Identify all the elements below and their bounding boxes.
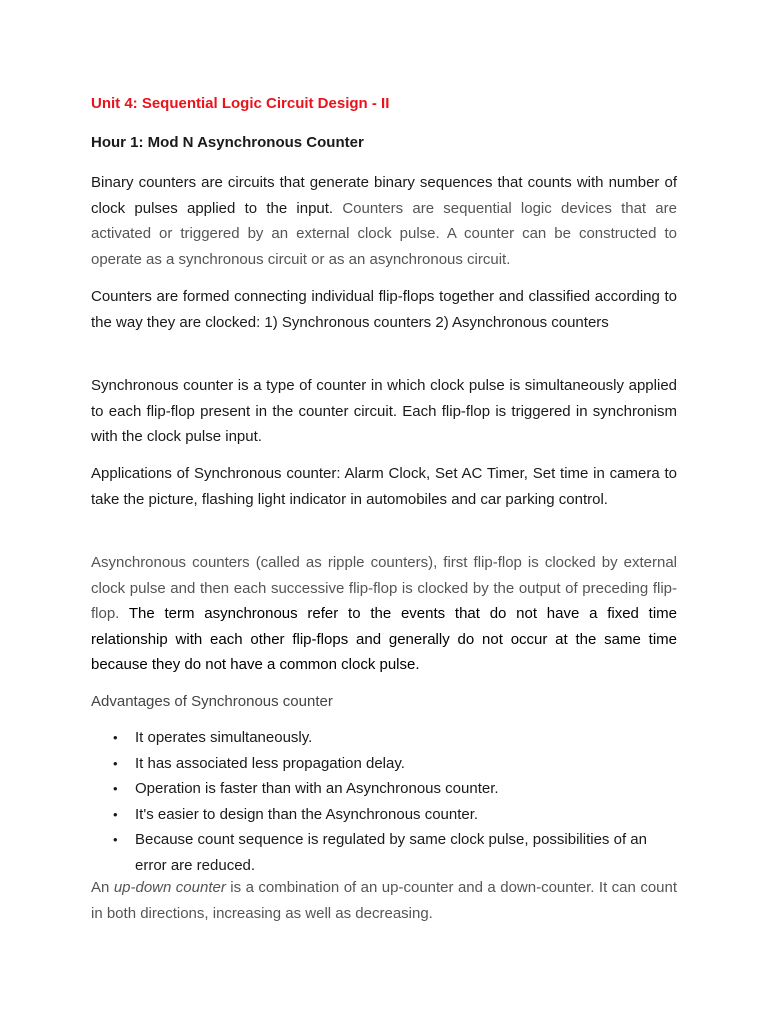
bullet-icon: •: [113, 755, 118, 771]
bullet-icon: •: [113, 781, 118, 796]
list-item: [91, 802, 677, 828]
paragraph-up-down-counter: [91, 875, 677, 926]
paragraph-synchronous-counter: Synchronous counter is a type of counter in which clock pulse is simultaneously applied to each flip-flop present in the counter circuit. Each flip-flop is triggered in synchronism with the clock pulse input.: [91, 377, 677, 445]
paragraph-text: The term asynchronous refer to the events that do not have a fixed time relationship with each other flip-flops and generally do not occur at the same time because they do not have a common clock pulse.: [91, 605, 677, 673]
list-item-text: It has associated less propagation delay.: [135, 754, 405, 772]
list-item-text: It operates simultaneously.: [135, 729, 313, 746]
paragraph-text: is a combination of an up-counter and a down-counter. It can count in both directions, increasing as well as decreasing.: [91, 879, 678, 922]
list-item: [91, 827, 677, 878]
hour-subtitle: Hour 1: Mod N Asynchronous Counter: [91, 134, 364, 151]
paragraph-binary-counters: [91, 170, 677, 272]
list-item-text: It's easier to design than the Asynchronous counter.: [135, 805, 479, 823]
paragraph-applications: Applications of Synchronous counter: Alarm Clock, Set AC Timer, Set time in camera to take the picture, flashing light indicator in automobiles and car parking control.: [91, 465, 677, 508]
paragraph-asynchronous-counters: [91, 550, 677, 678]
list-item-text: Operation is faster than with an Asynchronous counter.: [135, 780, 499, 797]
paragraph-text: An: [91, 879, 114, 896]
emphasized-term: up-down counter: [113, 879, 226, 896]
list-item-text: Because count sequence is regulated by same clock pulse, possibilities of an error are reduced.: [135, 831, 647, 874]
paragraph-text: Counters are sequential logic devices that are activated or triggered by an external clock pulse. A counter can be constructed to operate as a synchronous circuit or as an asynchronous circuit.: [91, 199, 677, 268]
paragraph-text: Binary counters are circuits that generate binary sequences that counts with number of clock pulses applied to the input.: [91, 174, 677, 217]
list-item: [91, 751, 677, 777]
bullet-icon: •: [113, 730, 118, 745]
list-item: [91, 725, 677, 751]
list-item: [91, 776, 677, 802]
advantages-heading: Advantages of Synchronous counter: [91, 693, 333, 710]
bullet-icon: •: [113, 806, 118, 822]
paragraph-text: Asynchronous counters (called as ripple counters), first flip-flop is clocked by external clock pulse and then each successive flip-flop is clocked by the output of preceding flip-flop.: [91, 554, 677, 622]
advantages-list: [91, 725, 677, 878]
bullet-icon: •: [113, 832, 118, 847]
unit-title: Unit 4: Sequential Logic Circuit Design - II: [91, 95, 390, 112]
paragraph-counter-types: Counters are formed connecting individual flip-flops together and classified according to the way they are clocked: 1) Synchronous counters 2) Asynchronous counters: [91, 288, 677, 331]
